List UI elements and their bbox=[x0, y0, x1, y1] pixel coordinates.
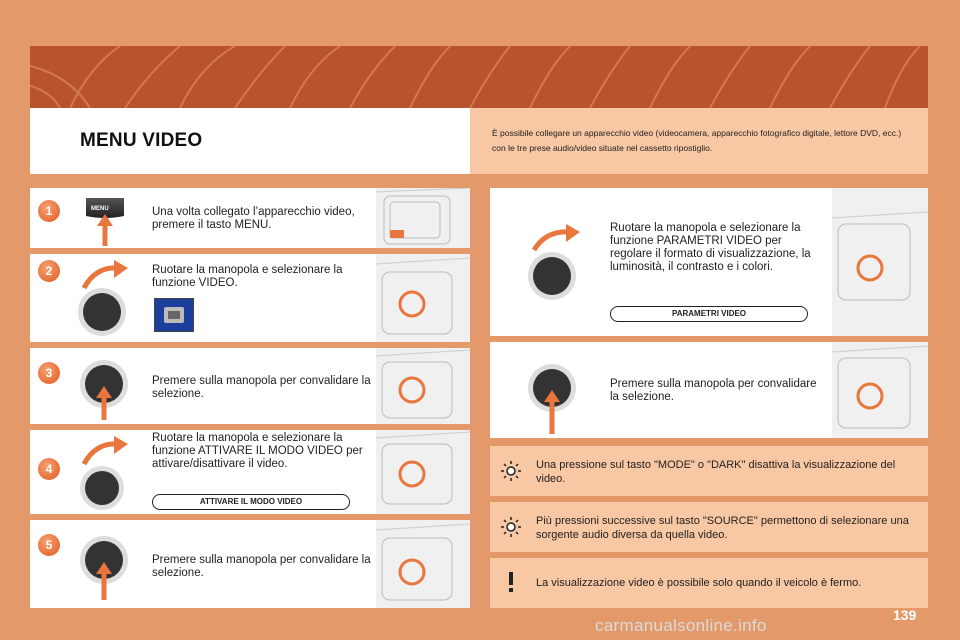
header-intro: È possibile collegare un apparecchio video (videocamera, apparecchio fotografico digitale, lettore DVD, ecc.) con le tre prese audio/video situate nel cassetto ripostiglio. bbox=[492, 128, 902, 153]
step-4 bbox=[30, 430, 470, 514]
step-number: 4 bbox=[38, 458, 60, 480]
right-step-confirm bbox=[490, 342, 928, 438]
rotate-knob-icon bbox=[76, 258, 146, 342]
step-text: Una volta collegato l’apparecchio video, premere il tasto MENU. bbox=[152, 206, 355, 231]
banner-pattern bbox=[30, 46, 928, 108]
console-illustration bbox=[376, 254, 470, 342]
warning-icon bbox=[500, 571, 522, 593]
step-text: Ruotare la manopola e selezionare la funzione ATTIVARE IL MODO VIDEO per attivare/disattivare il video. bbox=[152, 432, 363, 470]
decorative-banner bbox=[30, 46, 928, 108]
step-text: Premere sulla manopola per convalidare la selezione. bbox=[152, 554, 371, 579]
option-pill: PARAMETRI VIDEO bbox=[610, 306, 808, 322]
press-knob-icon bbox=[524, 362, 584, 438]
note-text: La visualizzazione video è possibile solo quando il veicolo è fermo. bbox=[536, 577, 862, 589]
note-warning bbox=[490, 558, 928, 608]
step-text: Premere sulla manopola per convalidare la selezione. bbox=[610, 378, 817, 403]
step-1 bbox=[30, 188, 470, 248]
console-illustration bbox=[376, 348, 470, 424]
watermark: carmanualsonline.info bbox=[595, 616, 767, 635]
option-pill: ATTIVARE IL MODO VIDEO bbox=[152, 494, 350, 510]
rotate-knob-icon bbox=[76, 434, 146, 514]
press-knob-icon bbox=[78, 534, 138, 604]
right-step-parametri bbox=[490, 188, 928, 336]
note-text: Una pressione sul tasto "MODE" o "DARK" disattiva la visualizzazione del video. bbox=[536, 459, 896, 485]
note-mode-dark bbox=[490, 446, 928, 496]
console-illustration bbox=[376, 520, 470, 608]
press-knob-icon bbox=[78, 358, 138, 422]
video-icon bbox=[154, 298, 194, 332]
header bbox=[30, 108, 928, 174]
menu-button-label: MENU bbox=[91, 206, 109, 212]
step-text: Ruotare la manopola e selezionare la funzione PARAMETRI VIDEO per regolare il formato di visualizzazione, la luminosità, il contrasto e i colori. bbox=[610, 222, 811, 273]
console-illustration bbox=[832, 188, 928, 336]
note-source bbox=[490, 502, 928, 552]
console-illustration bbox=[376, 188, 470, 248]
rotate-knob-icon bbox=[520, 224, 596, 308]
sun-icon bbox=[500, 516, 522, 538]
menu-button-icon bbox=[80, 194, 130, 248]
step-number: 5 bbox=[38, 534, 60, 556]
step-number: 1 bbox=[38, 200, 60, 222]
step-number: 2 bbox=[38, 260, 60, 282]
console-illustration bbox=[376, 430, 470, 514]
page-number: 139 bbox=[893, 607, 917, 623]
step-number: 3 bbox=[38, 362, 60, 384]
step-2 bbox=[30, 254, 470, 342]
step-5 bbox=[30, 520, 470, 608]
step-text: Ruotare la manopola e selezionare la funzione VIDEO. bbox=[152, 264, 343, 289]
step-3 bbox=[30, 348, 470, 424]
step-text: Premere sulla manopola per convalidare la selezione. bbox=[152, 375, 371, 400]
page-title: MENU VIDEO bbox=[80, 130, 203, 151]
console-illustration bbox=[832, 342, 928, 438]
note-text: Più pressioni successive sul tasto "SOURCE" permettono di selezionare una sorgente audio diversa da quella video. bbox=[536, 515, 909, 541]
sun-icon bbox=[500, 460, 522, 482]
